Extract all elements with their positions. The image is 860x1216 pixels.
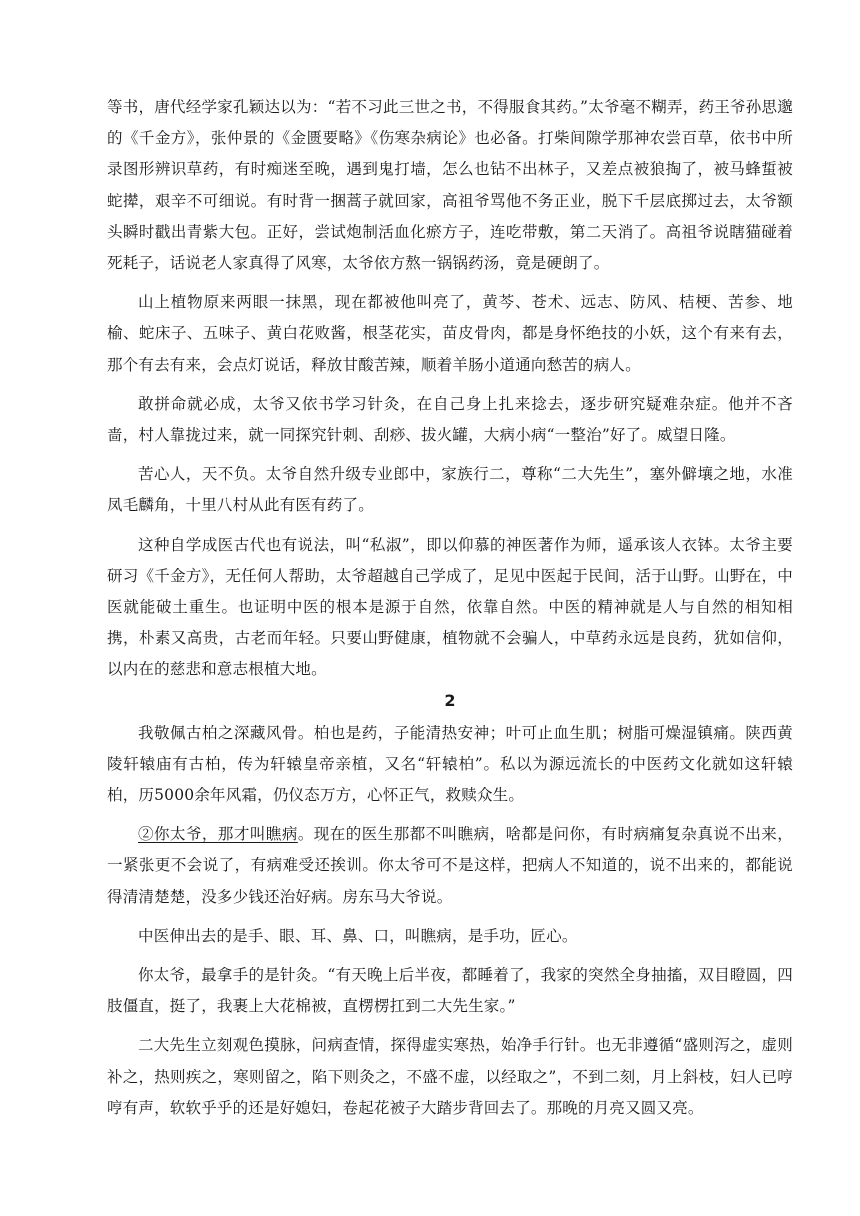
paragraph-4: 苦心人，天不负。太爷自然升级专业郎中，家族行二，尊称“二大先生”，塞外僻壤之地，水准凤毛麟角，十里八村从此有医有药了。 [107,465,793,515]
underlined-sentence: ②你太爷，那才叫瞧病 [138,825,298,844]
paragraph-7 [107,819,793,913]
document-body [107,92,793,1124]
paragraph-10: 二大先生立刻观色摸脉，问病查情，探得虚实寒热，始净手行针。也无非遵循“盛则泻之，虚则补之，热则疾之，寒则留之，陷下则灸之，不盛不虚，以经取之”，不到二刻，月上斜枝，妇人已哼哼有声，软软乎乎的还是好媳妇，卷起花被子大踏步背回去了。那晚的月亮又圆又亮。 [107,1036,793,1117]
paragraph-3: 敢拼命就必成，太爷又依书学习针灸，在自己身上扎来捻去，逐步研究疑难杂症。他并不吝啬，村人靠拢过来，就一同探究针刺、刮痧、拔火罐，大病小病“一整治”好了。威望日隆。 [107,394,793,445]
paragraph-5: 这种自学成医古代也有说法，叫“私淑”，即以仰慕的神医著作为师，遥承该人衣钵。太爷主要研习《千金方》，无任何人帮助，太爷超越自己学成了，足见中医起于民间，活于山野。山野在，中医就能破土重生。也证明中医的根本是源于自然，依靠自然。中医的精神就是人与自然的相知相携，朴素又高贵，古老而年轻。只要山野健康，植物就不会骗人，中草药永远是良药，犹如信仰，以内在的慈悲和意志根植大地。 [107,535,793,679]
section-number: 2 [444,690,456,710]
paragraph-9: 你太爷，最拿手的是针灸。“有天晚上后半夜，都睡着了，我家的突然全身抽搐，双目瞪圆，四肢僵直，挺了，我裹上大花棉被，直楞楞扛到二大先生家。” [107,966,793,1016]
paragraph-1: 等书，唐代经学家孔颖达以为：“若不习此三世之书，不得服食其药。”太爷毫不糊弄，药王爷孙思邈的《千金方》，张仲景的《金匮要略》《伤寒杂病论》也必备。打柴间隙学那神农尝百草，依书中所录图形辨识草药，有时痴迷至晚，遇到鬼打墙，怎么也钻不出林子，又差点被狼掏了，被马蜂蜇被蛇撵，艰辛不可细说。有时背一捆蒿子就回家，高祖爷骂他不务正业，脱下千层底掷过去，太爷额头瞬时戳出青紫大包。正好，尝试炮制活血化瘀方子，连吃带敷，第二天消了。高祖爷说瞎猫碰着死耗子，话说老人家真得了风寒，太爷依方熬一锅锅药汤，竟是硬朗了。 [107,98,793,273]
paragraph-6: 我敬佩古柏之深藏风骨。柏也是药，子能清热安神；叶可止血生肌；树脂可燥湿镇痛。陕西黄陵轩辕庙有古柏，传为轩辕皇帝亲植，又名“轩辕柏”。私以为源远流长的中医药文化就如这轩辕柏，历5000余年风霜，仍仪态万方，心怀正气，救赎众生。 [107,723,793,805]
paragraph-8: 中医伸出去的是手、眼、耳、鼻、口，叫瞧病，是手功，匠心。 [138,926,578,945]
paragraph-7-rest: 。现在的医生那都不叫瞧病，啥都是问你，有时病痛复杂真说不出来，一紧张更不会说了，有病难受还挨训。你太爷可不是这样，把病人不知道的，说不出来的，都能说得清清楚楚，没多少钱还治好病。房东马大爷说。 [107,825,793,906]
paragraph-2: 山上植物原来两眼一抹黑，现在都被他叫亮了，黄芩、苍术、远志、防风、桔梗、苦参、地榆、蛇床子、五味子、黄白花败酱，根茎花实，苗皮骨肉，都是身怀绝技的小妖，这个有来有去，那个有去有来，会点灯说话，释放甘酸苦辣，顺着羊肠小道通向愁苦的病人。 [107,293,793,374]
